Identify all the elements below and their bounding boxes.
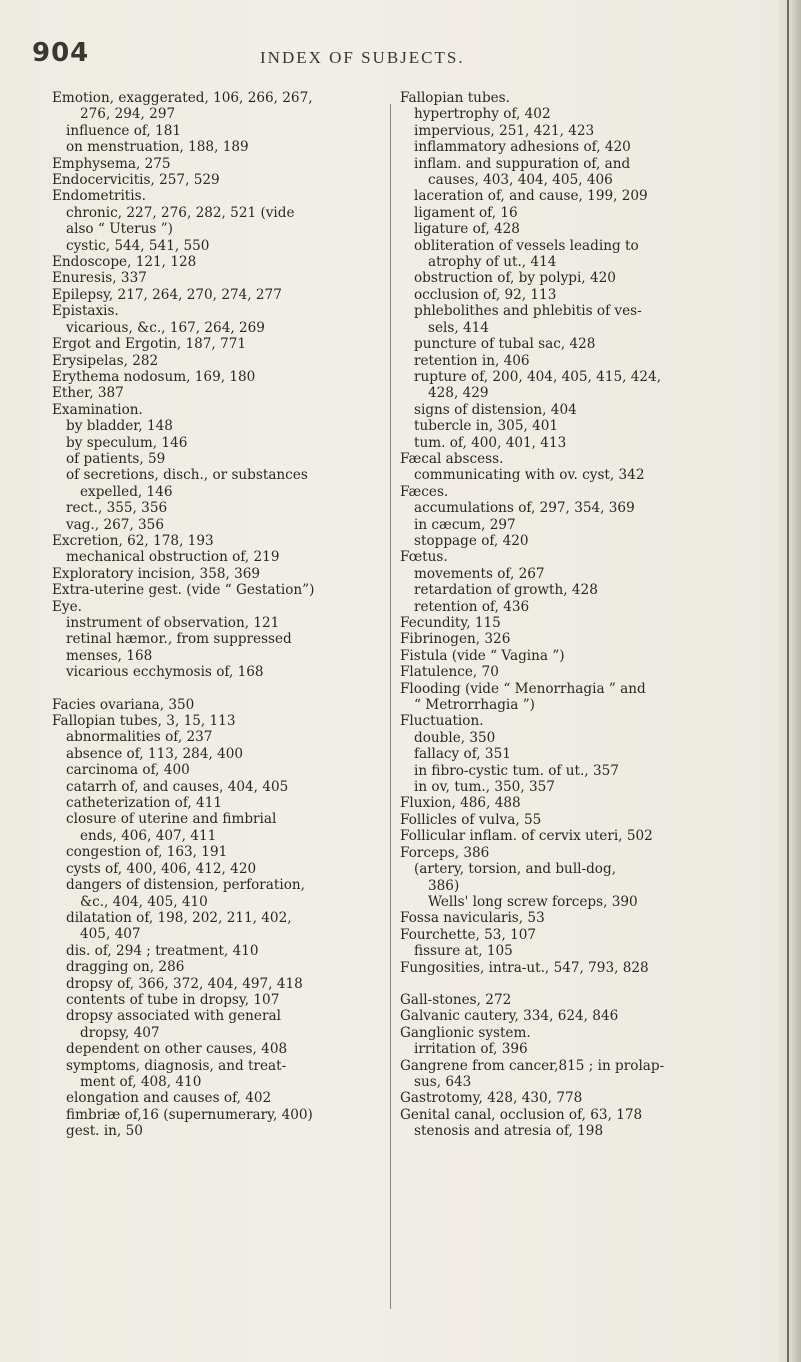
index-heading: Enuresis, 337 <box>52 270 147 287</box>
page-number: 904 <box>32 38 90 68</box>
index-heading: Excretion, 62, 178, 193 <box>52 532 214 549</box>
index-subentry: rupture of, 200, 404, 405, 415, 424, <box>414 368 662 385</box>
index-heading: Fallopian tubes. <box>400 90 510 106</box>
index-subentry: hypertrophy of, 402 <box>414 106 551 123</box>
index-subentry: vicarious, &c., 167, 264, 269 <box>66 319 265 336</box>
index-subentry: communicating with ov. cyst, 342 <box>414 467 645 484</box>
running-head: INDEX OF SUBJECTS. <box>260 48 465 67</box>
index-heading: Fluxion, 486, 488 <box>400 795 521 812</box>
index-subentry: abnormalities of, 237 <box>66 729 213 746</box>
index-subentry: fimbriæ of,16 (supernumerary, 400) <box>66 1106 313 1123</box>
column-divider <box>390 104 391 1309</box>
index-heading: Ganglionic system. <box>400 1024 531 1041</box>
section-gap <box>52 681 390 697</box>
index-subentry: in cæcum, 297 <box>414 516 516 533</box>
index-heading: Endometritis. <box>52 188 146 205</box>
index-subentry: catarrh of, and causes, 404, 405 <box>66 778 289 795</box>
index-subentry: retention of, 436 <box>414 598 530 615</box>
index-heading: Epilepsy, 217, 264, 270, 274, 277 <box>52 286 282 303</box>
index-subentry: obstruction of, by polypi, 420 <box>414 270 616 287</box>
index-subentry: dangers of distension, perforation, <box>66 877 305 894</box>
index-subentry: sus, 643 <box>414 1073 472 1090</box>
index-subentry: on menstruation, 188, 189 <box>66 139 249 156</box>
index-heading: Facies ovariana, 350 <box>52 696 195 713</box>
index-subentry: signs of distension, 404 <box>414 401 577 418</box>
index-subentry: gest. in, 50 <box>66 1123 143 1140</box>
index-subentry: chronic, 227, 276, 282, 521 (vide <box>66 204 295 221</box>
index-subentry: rect., 355, 356 <box>66 500 168 517</box>
index-subentry: dis. of, 294 ; treatment, 410 <box>66 942 259 959</box>
index-heading: Emphysema, 275 <box>52 155 171 172</box>
index-heading: Epistaxis. <box>52 303 119 320</box>
index-column-right <box>400 90 780 1140</box>
index-subentry: expelled, 146 <box>80 483 173 500</box>
index-heading: Examination. <box>52 401 143 418</box>
index-subentry: Wells' long screw forceps, 390 <box>428 893 638 910</box>
index-subentry: occlusion of, 92, 113 <box>414 286 557 303</box>
index-subentry: fissure at, 105 <box>414 943 513 960</box>
index-heading: Flatulence, 70 <box>400 664 499 681</box>
index-heading: Fourchette, 53, 107 <box>400 926 537 943</box>
index-heading: Endoscope, 121, 128 <box>52 254 197 271</box>
index-subentry: (artery, torsion, and bull-dog, <box>414 861 617 878</box>
index-heading: Fæcal abscess. <box>400 450 504 467</box>
index-heading: Forceps, 386 <box>400 844 490 861</box>
index-subentry: congestion of, 163, 191 <box>66 844 228 861</box>
index-subentry: stoppage of, 420 <box>414 532 529 549</box>
index-subentry: cystic, 544, 541, 550 <box>66 237 210 254</box>
index-heading: Fecundity, 115 <box>400 615 501 631</box>
index-heading: Genital canal, occlusion of, 63, 178 <box>400 1106 643 1123</box>
index-subentry: also “ Uterus ”) <box>66 221 173 238</box>
index-subentry: in fibro-cystic tum. of ut., 357 <box>414 762 619 779</box>
index-subentry: inflam. and suppuration of, and <box>414 155 631 172</box>
index-subentry: symptoms, diagnosis, and treat- <box>66 1057 287 1074</box>
index-subentry: ment of, 408, 410 <box>80 1073 202 1090</box>
index-subentry: puncture of tubal sac, 428 <box>414 336 596 353</box>
index-subentry: causes, 403, 404, 405, 406 <box>428 172 613 189</box>
index-subentry: ends, 406, 407, 411 <box>80 827 217 844</box>
index-subentry: catheterization of, 411 <box>66 795 222 812</box>
index-subentry: absence of, 113, 284, 400 <box>66 745 244 762</box>
index-subentry: influence of, 181 <box>66 122 182 139</box>
index-subentry: dropsy of, 366, 372, 404, 497, 418 <box>66 975 303 992</box>
index-heading: Gastrotomy, 428, 430, 778 <box>400 1090 583 1107</box>
index-column-left <box>52 90 390 1140</box>
index-subentry: dragging on, 286 <box>66 959 185 976</box>
index-subentry: dropsy associated with general <box>66 1008 281 1025</box>
index-subentry: inflammatory adhesions of, 420 <box>414 139 631 156</box>
index-subentry: carcinoma of, 400 <box>66 762 190 779</box>
index-heading: Gall-stones, 272 <box>400 991 512 1008</box>
index-subentry: menses, 168 <box>66 647 153 664</box>
index-subentry: instrument of observation, 121 <box>66 615 280 631</box>
index-heading: Eye. <box>52 598 82 615</box>
index-heading: Endocervicitis, 257, 529 <box>52 172 220 189</box>
index-heading: Exploratory incision, 358, 369 <box>52 565 261 582</box>
index-subentry: in ov, tum., 350, 357 <box>414 779 555 796</box>
index-subentry: retention in, 406 <box>414 352 530 369</box>
index-heading: Fallopian tubes, 3, 15, 113 <box>52 713 236 730</box>
index-subentry: retinal hæmor., from suppressed <box>66 631 292 648</box>
index-subentry: cysts of, 400, 406, 412, 420 <box>66 860 257 877</box>
index-subentry: dependent on other causes, 408 <box>66 1041 288 1058</box>
page-edge-shadow <box>779 0 801 1362</box>
index-heading: Ether, 387 <box>52 385 124 402</box>
binding-line <box>787 0 789 1362</box>
index-heading: Fibrinogen, 326 <box>400 631 511 648</box>
index-subentry: of patients, 59 <box>66 450 166 467</box>
index-heading: Fossa navicularis, 53 <box>400 910 545 927</box>
index-subentry: sels, 414 <box>428 319 489 336</box>
index-heading: Fluctuation. <box>400 713 484 730</box>
index-subentry: phlebolithes and phlebitis of ves- <box>414 303 642 320</box>
index-subentry: impervious, 251, 421, 423 <box>414 122 595 139</box>
index-subentry: 405, 407 <box>80 926 141 943</box>
index-subentry: tubercle in, 305, 401 <box>414 418 559 435</box>
index-subentry: atrophy of ut., 414 <box>428 254 557 271</box>
index-heading: Emotion, exaggerated, 106, 266, 267, <box>52 90 313 106</box>
index-subentry: retardation of growth, 428 <box>414 582 598 599</box>
index-subentry: “ Metrorrhagia ”) <box>414 697 535 714</box>
index-heading: Erythema nodosum, 169, 180 <box>52 368 256 385</box>
index-heading: Follicular inflam. of cervix uteri, 502 <box>400 828 653 845</box>
index-heading: Flooding (vide “ Menorrhagia ” and <box>400 680 646 697</box>
index-heading: Gangrene from cancer,815 ; in prolap- <box>400 1057 665 1074</box>
index-subentry: of secretions, disch., or substances <box>66 467 308 484</box>
index-subentry: 386) <box>428 877 460 894</box>
index-heading: Fungosities, intra-ut., 547, 793, 828 <box>400 959 649 976</box>
index-subentry: 276, 294, 297 <box>80 106 176 123</box>
index-subentry: mechanical obstruction of, 219 <box>66 549 280 566</box>
index-subentry: ligament of, 16 <box>414 204 518 221</box>
index-subentry: accumulations of, 297, 354, 369 <box>414 500 635 517</box>
index-heading: Galvanic cautery, 334, 624, 846 <box>400 1008 619 1025</box>
index-subentry: ligature of, 428 <box>414 221 520 238</box>
page-header <box>0 38 801 78</box>
index-heading: Extra-uterine gest. (vide “ Gestation”) <box>52 582 315 599</box>
index-subentry: tum. of, 400, 401, 413 <box>414 434 567 451</box>
index-subentry: vicarious ecchymosis of, 168 <box>66 664 264 681</box>
index-subentry: laceration of, and cause, 199, 209 <box>414 188 648 205</box>
index-subentry: &c., 404, 405, 410 <box>80 893 208 910</box>
index-subentry: closure of uterine and fimbrial <box>66 811 277 828</box>
index-heading: Erysipelas, 282 <box>52 352 159 369</box>
index-heading: Fæces. <box>400 483 449 500</box>
index-subentry: double, 350 <box>414 729 496 746</box>
index-subentry: by speculum, 146 <box>66 434 188 451</box>
index-heading: Fœtus. <box>400 549 448 566</box>
index-subentry: fallacy of, 351 <box>414 746 511 763</box>
index-heading: Fistula (vide “ Vagina ”) <box>400 647 565 664</box>
index-subentry: elongation and causes of, 402 <box>66 1090 272 1107</box>
section-gap <box>400 976 780 992</box>
index-subentry: irritation of, 396 <box>414 1041 528 1058</box>
index-subentry: movements of, 267 <box>414 565 545 582</box>
index-subentry: dropsy, 407 <box>80 1024 160 1041</box>
index-subentry: contents of tube in dropsy, 107 <box>66 991 280 1008</box>
index-subentry: dilatation of, 198, 202, 211, 402, <box>66 909 292 926</box>
index-heading: Follicles of vulva, 55 <box>400 811 542 828</box>
index-subentry: obliteration of vessels leading to <box>414 237 639 254</box>
index-subentry: vag., 267, 356 <box>66 516 164 533</box>
index-subentry: 428, 429 <box>428 385 489 402</box>
index-subentry: stenosis and atresia of, 198 <box>414 1123 604 1140</box>
index-subentry: by bladder, 148 <box>66 418 173 435</box>
index-heading: Ergot and Ergotin, 187, 771 <box>52 336 247 353</box>
